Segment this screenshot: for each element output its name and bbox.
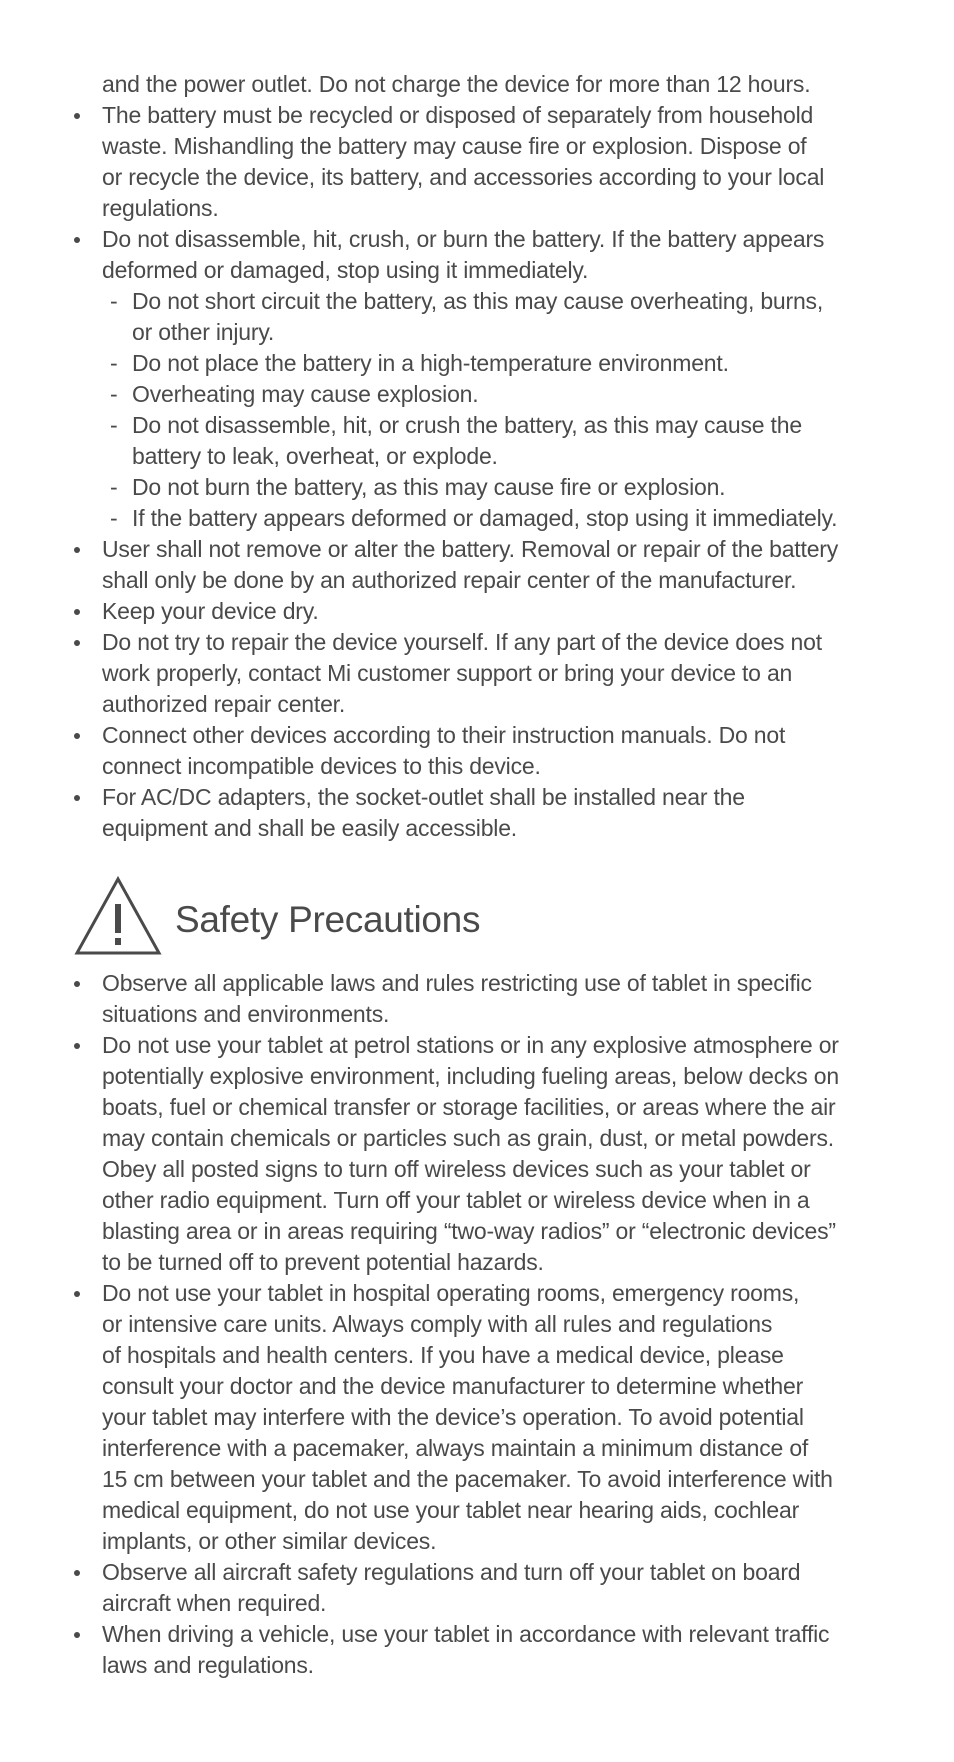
dash-icon: - [110,474,118,500]
bullet-icon [74,981,80,987]
bullet-icon [74,547,80,553]
list-item: Keep your device dry. [0,596,954,627]
bullet-icon [74,609,80,615]
bullet-icon [74,113,80,119]
sub-list-item: - Overheating may cause explosion. [0,379,954,410]
bullet-icon [74,1043,80,1049]
list-item: Connect other devices according to their instruction manuals. Do not connect incompatible devices to this device. [0,720,954,782]
bullet-icon [74,1570,80,1576]
section-heading [74,876,874,960]
list-item: Observe all applicable laws and rules restricting use of tablet in specific situations and environments. [0,968,954,1030]
sub-list-item: - Do not place the battery in a high-temperature environment. [0,348,954,379]
dash-icon: - [110,350,118,376]
dash-icon: - [110,412,118,438]
sub-list-item: - If the battery appears deformed or damaged, stop using it immediately. [0,503,954,534]
bullet-icon [74,1291,80,1297]
list-item: Do not use your tablet in hospital operating rooms, emergency rooms, or intensive care units. Always comply with all rules and regulations of hospitals and health centers. If you have a medical device, please consult your doctor and the device manufacturer to determine whether your tablet may interfere with the device’s operation. To avoid potential interference with a pacemaker, always maintain a minimum distance of 15 cm between your tablet and the pacemaker. To avoid interference with medical equipment, do not use your tablet near hearing aids, cochlear implants, or other similar devices. [0,1278,954,1557]
list-item: The battery must be recycled or disposed of separately from household waste. Mishandling the battery may cause fire or explosion. Dispose of or recycle the device, its battery, and accessories according to your local regulations. [0,100,954,224]
safety-precautions-list [0,968,954,1681]
list-item: When driving a vehicle, use your tablet in accordance with relevant traffic laws and regulations. [0,1619,954,1681]
bullet-icon [74,1632,80,1638]
sub-list-item: - Do not burn the battery, as this may cause fire or explosion. [0,472,954,503]
bullet-icon [74,795,80,801]
sub-list-item: - Do not short circuit the battery, as this may cause overheating, burns, or other injury. [110,288,824,345]
bullet-icon [74,733,80,739]
list-item: Observe all aircraft safety regulations and turn off your tablet on board aircraft when required. [0,1557,954,1619]
battery-warnings-list [0,69,954,844]
list-item: Do not try to repair the device yourself. If any part of the device does not work properly, contact Mi customer support or bring your device to an authorized repair center. [0,627,954,720]
continued-line: and the power outlet. Do not charge the device for more than 12 hours. [102,71,811,97]
list-item: User shall not remove or alter the battery. Removal or repair of the battery shall only be done by an authorized repair center of the manufacturer. [0,534,954,596]
bullet-icon [74,640,80,646]
list-item: Do not disassemble, hit, crush, or burn the battery. If the battery appears deformed or damaged, stop using it immediately. [0,224,954,286]
dash-icon: - [110,288,118,314]
sub-list-item: - Do not disassemble, hit, or crush the battery, as this may cause the battery to leak, overheat, or explode. [110,412,802,469]
list-item: For AC/DC adapters, the socket-outlet shall be installed near the equipment and shall be easily accessible. [0,782,954,844]
dash-icon: - [110,381,118,407]
list-item: Do not use your tablet at petrol stations or in any explosive atmosphere or potentially explosive environment, including fueling areas, below decks on boats, fuel or chemical transfer or storage facilities, or areas where the air may contain chemicals or particles such as grain, dust, or metal powders. Obey all posted signs to turn off wireless devices such as your tablet or other radio equipment. Turn off your tablet or wireless device when in a blasting area or in areas requiring “two-way radios” or “electronic devices” to be turned off to prevent potential hazards. [0,1030,954,1278]
warning-triangle-icon [74,876,162,956]
section-title: Safety Precautions [175,899,481,940]
dash-icon: - [110,505,118,531]
bullet-icon [74,237,80,243]
